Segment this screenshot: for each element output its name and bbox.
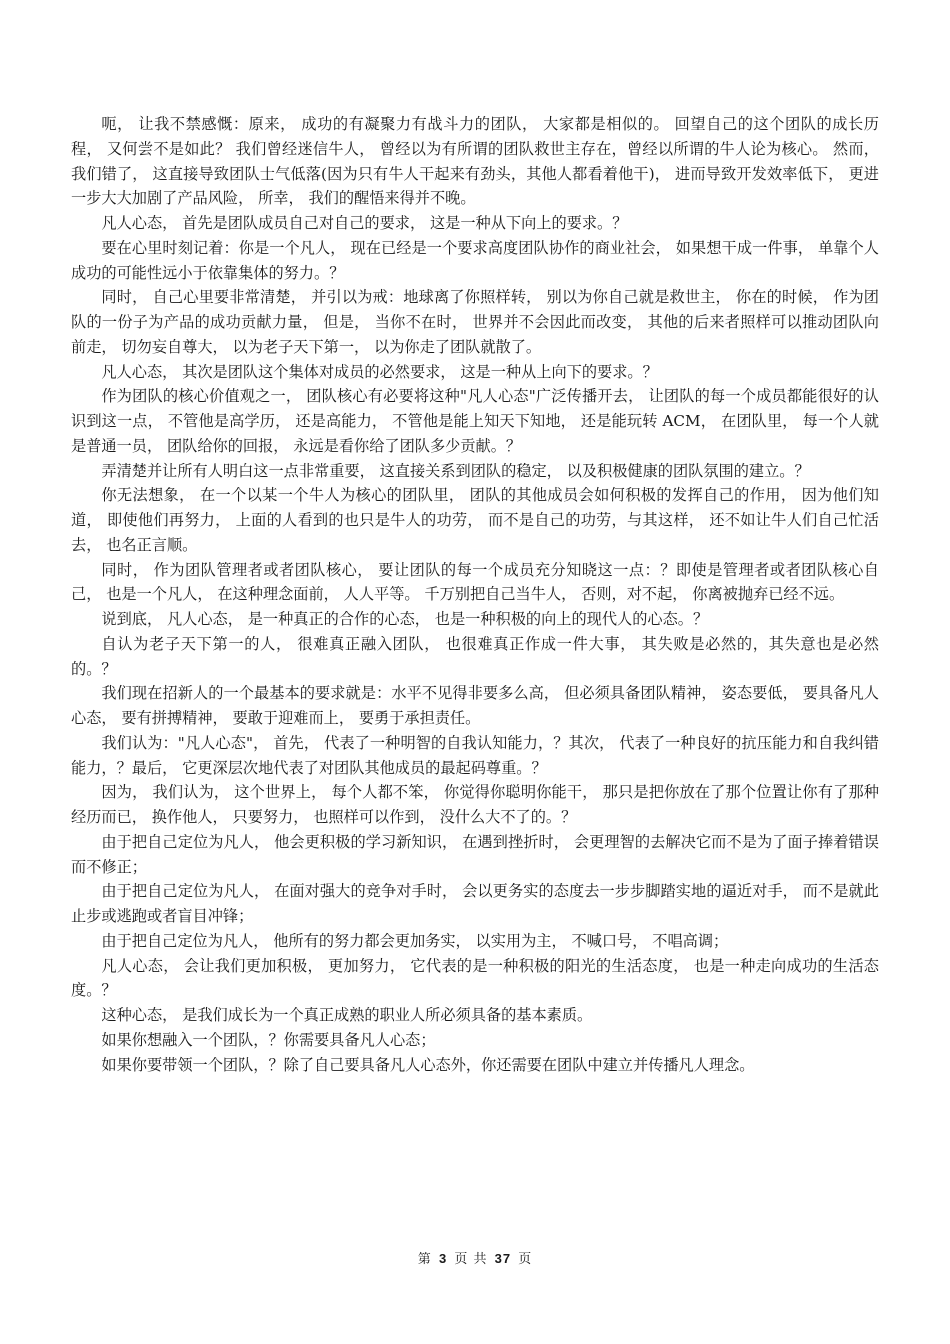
- paragraph: 我们现在招新人的一个最基本的要求就是：水平不见得非要多么高， 但必须具备团队精神， 姿态要低， 要具备凡人心态， 要有拼搏精神， 要敢于迎难而上， 要勇于承担责任。: [71, 684, 879, 727]
- paragraph: 这种心态， 是我们成长为一个真正成熟的职业人所必须具备的基本素质。: [101, 1006, 593, 1024]
- paragraph: 由于把自己定位为凡人， 他所有的努力都会更加务实， 以实用为主， 不喊口号， 不唱高调；: [101, 931, 729, 950]
- paragraph: 自认为老子天下第一的人， 很难真正融入团队， 也很难真正作成一件大事， 其失败是必然的，其失意也是必然的。？: [71, 634, 879, 678]
- paragraph: 同时， 自己心里要非常清楚， 并引以为戒：地球离了你照样转， 别以为你自己就是救世主， 你在的时候， 作为团队的一份子为产品的成功贡献力量， 但是， 当你不在时， 世界并不会因此而改变， 其他的后来者照样可以推动团队向前走， 切勿妄自尊大， 以为老子天下第一， 以为你走了团队就散了。: [71, 288, 879, 356]
- paragraph: 凡人心态， 其次是团队这个集体对成员的必然要求， 这是一种从上向下的要求。？: [101, 362, 658, 381]
- paragraph: 由于把自己定位为凡人， 他会更积极的学习新知识， 在遇到挫折时， 会更理智的去解决它而不是为了面子捧着错误而不修正；: [71, 832, 879, 876]
- paragraph: 说到底， 凡人心态， 是一种真正的合作的心态， 也是一种积极的向上的现代人的心态。？: [101, 610, 709, 628]
- paragraph: 呃， 让我不禁感慨：原来， 成功的有凝聚力有战斗力的团队， 大家都是相似的。 回望自己的这个团队的成长历程， 又何尝不是如此？ 我们曾经迷信牛人， 曾经以为有所谓的团队救世主存在，曾经以所谓的牛人论为核心。 然而， 我们错了， 这直接导致团队士气低落(因为只有牛人干起来有劲头，其他人都看着他干)， 进而导致开发效率低下， 更进一步大大加剧了产品风险， 所幸， 我们的醒悟来得并不晚。: [71, 115, 879, 208]
- paragraph: 凡人心态， 会让我们更加积极， 更加努力， 它代表的是一种积极的阳光的生活态度， 也是一种走向成功的生活态度。？: [71, 956, 879, 1000]
- paragraph: 同时， 作为团队管理者或者团队核心， 要让团队的每一个成员充分知晓这一点：？即使是管理者或者团队核心自己， 也是一个凡人， 在这种理念面前， 人人平等。 千万别把自己当牛人， 否则，对不起， 你离被抛弃已经不远。: [71, 560, 879, 604]
- paragraph: 作为团队的核心价值观之一， 团队核心有必要将这种"凡人心态"广泛传播开去， 让团队的每一个成员都能很好的认识到这一点， 不管他是高学历， 还是高能力， 不管他是能上知天下知地， 还是能玩转 ACM， 在团队里， 每一个人就是普通一员， 团队给你的回报， 永远是看你给了团队多少贡献。？: [71, 387, 879, 455]
- current-page-number: 3: [438, 1251, 448, 1266]
- paragraph: 弄清楚并让所有人明白这一点非常重要， 这直接关系到团队的稳定， 以及积极健康的团队氛围的建立。？: [101, 461, 810, 480]
- page-footer: [0, 1248, 950, 1267]
- paragraph: 你无法想象， 在一个以某一个牛人为核心的团队里， 团队的其他成员会如何积极的发挥自己的作用， 因为他们知道， 即使他们再努力， 上面的人看到的也只是牛人的功劳， 而不是自己的功劳，与其这样， 还不如让牛人们自己忙活去， 也名正言顺。: [71, 486, 879, 554]
- document-body: [71, 112, 879, 1077]
- paragraph: 如果你想融入一个团队，？你需要具备凡人心态；: [101, 1030, 436, 1049]
- paragraph: 如果你要带领一个团队，？除了自己要具备凡人心态外，你还需要在团队中建立并传播凡人理念。: [101, 1055, 755, 1074]
- paragraph: 要在心里时刻记着：你是一个凡人， 现在已经是一个要求高度团队协作的商业社会， 如果想干成一件事， 单靠个人成功的可能性远小于依靠集体的努力。？: [71, 238, 879, 282]
- paragraph: 我们认为："凡人心态"， 首先， 代表了一种明智的自我认知能力，？其次， 代表了一种良好的抗压能力和自我纠错能力，？最后， 它更深层次地代表了对团队其他成员的最起码尊重。？: [71, 733, 879, 777]
- paragraph: 因为， 我们认为， 这个世界上， 每个人都不笨， 你觉得你聪明你能干， 那只是把你放在了那个位置让你有了那种经历而已， 换作他人， 只要努力， 也照样可以作到， 没什么大不了的。？: [71, 783, 879, 826]
- paragraph: 由于把自己定位为凡人， 在面对强大的竞争对手时， 会以更务实的态度去一步步脚踏实地的逼近对手， 而不是就此止步或逃跑或者盲目冲锋；: [71, 882, 879, 925]
- paragraph: 凡人心态， 首先是团队成员自己对自己的要求， 这是一种从下向上的要求。？: [101, 214, 628, 232]
- footer-middle: 页 共: [454, 1252, 488, 1267]
- total-page-count: 37: [494, 1251, 512, 1266]
- footer-suffix: 页: [518, 1252, 533, 1267]
- footer-prefix: 第: [417, 1252, 432, 1267]
